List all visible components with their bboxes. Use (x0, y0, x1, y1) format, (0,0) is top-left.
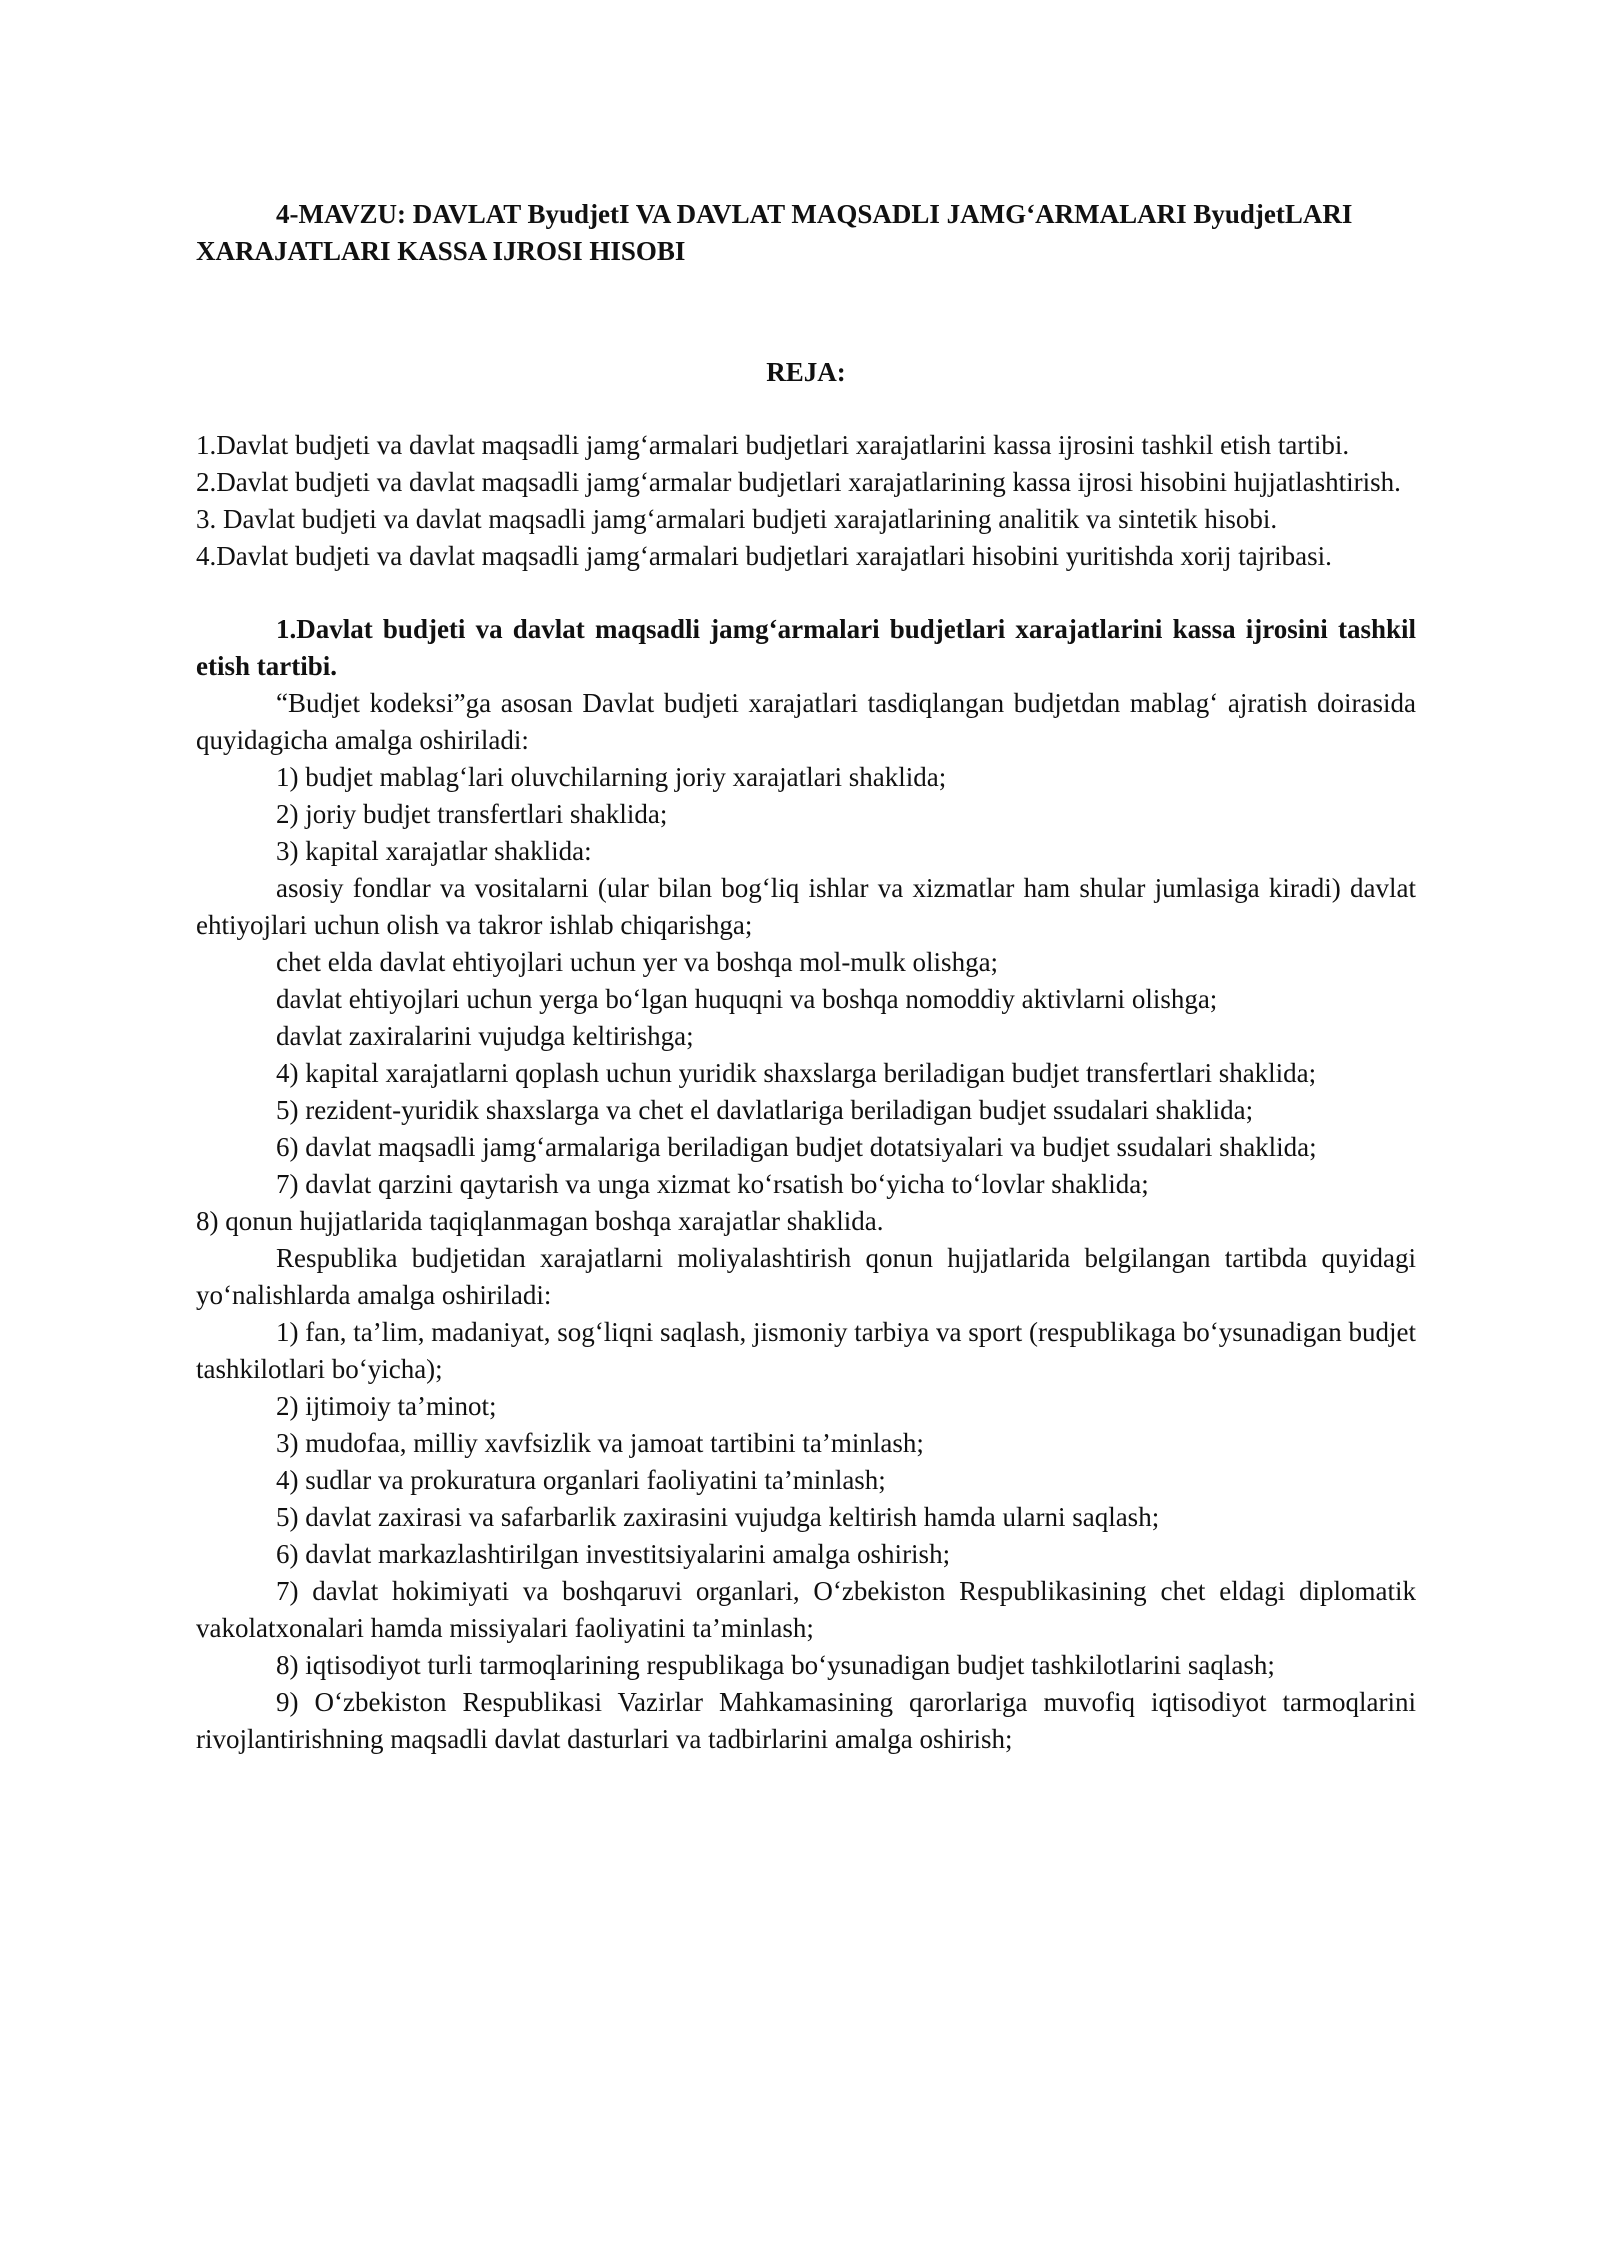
list-item: 1) budjet mablag‘lari oluvchilarning joriy xarajatlari shaklida; (276, 762, 947, 792)
list-item: 6) davlat markazlashtirilgan investitsiyalarini amalga oshirish; (276, 1539, 951, 1569)
list-item: 7) davlat qarzini qaytarish va unga xizmat ko‘rsatish bo‘yicha to‘lovlar shaklida; (276, 1169, 1149, 1199)
plan-list (196, 427, 1416, 575)
list-item: 5) davlat zaxirasi va safarbarlik zaxirasini vujudga keltirish hamda ularni saqlash; (276, 1502, 1160, 1532)
sub-item: davlat ehtiyojlari uchun yerga bo‘lgan huquqni va boshqa nomoddiy aktivlarni olishga; (276, 984, 1218, 1014)
list-item: 2) joriy budjet transfertlari shaklida; (276, 799, 668, 829)
list-item: 1) fan, ta’lim, madaniyat, sog‘liqni saqlash, jismoniy tarbiya va sport (respublikaga bo‘ysunadigan budjet tashkilotlari bo‘yicha); (196, 1317, 1416, 1384)
plan-item: 4.Davlat budjeti va davlat maqsadli jamg‘armalari budjetlari xarajatlari hisobini yuritishda xorij tajribasi. (196, 541, 1332, 571)
list-item: 3) mudofaa, milliy xavfsizlik va jamoat tartibini ta’minlash; (276, 1428, 924, 1458)
plan-item: 2.Davlat budjeti va davlat maqsadli jamg‘armalar budjetlari xarajatlarining kassa ijrosi hisobini hujjatlashtirish. (196, 467, 1401, 497)
plan-heading: REJA: (766, 357, 846, 387)
list-item: 8) iqtisodiyot turli tarmoqlarining respublikaga bo‘ysunadigan budjet tashkilotlarini saqlash; (276, 1650, 1275, 1680)
sub-item: chet elda davlat ehtiyojlari uchun yer va boshqa mol-mulk olishga; (276, 947, 999, 977)
sub-item: asosiy fondlar va vositalarni (ular bilan bog‘liq ishlar va xizmatlar ham shular jumlasiga kiradi) davlat ehtiyojlari uchun olish va takror ishlab chiqarishga; (196, 873, 1416, 940)
document-title: 4-MAVZU: DAVLAT ByudjetI VA DAVLAT MAQSADLI JAMG‘ARMALARI ByudjetLARI XARAJATLARI KASSA IJROSI HISOBI (196, 199, 1353, 266)
sub-item: davlat zaxiralarini vujudga keltirishga; (276, 1021, 694, 1051)
list-item: 7) davlat hokimiyati va boshqaruvi organlari, O‘zbekiston Respublikasining chet eldagi diplomatik vakolatxonalari hamda missiyalari faoliyatini ta’minlash; (196, 1576, 1416, 1643)
section-heading: 1.Davlat budjeti va davlat maqsadli jamg‘armalari budjetlari xarajatlarini kassa ijrosini tashkil etish tartibi. (196, 614, 1416, 681)
list-item: 4) sudlar va prokuratura organlari faoliyatini ta’minlash; (276, 1465, 886, 1495)
plan-item: 1.Davlat budjeti va davlat maqsadli jamg‘armalari budjetlari xarajatlarini kassa ijrosini tashkil etish tartibi. (196, 430, 1350, 460)
list-item: 3) kapital xarajatlar shaklida: (276, 836, 592, 866)
list-item: 9) O‘zbekiston Respublikasi Vazirlar Mahkamasining qarorlariga muvofiq iqtisodiyot tarmoqlarini rivojlantirishning maqsadli davlat dasturlari va tadbirlarini amalga oshirish; (196, 1687, 1416, 1754)
list-item: 2) ijtimoiy ta’minot; (276, 1391, 497, 1421)
document-page (196, 196, 1416, 1758)
list-item: 8) qonun hujjatlarida taqiqlanmagan boshqa xarajatlar shaklida. (196, 1206, 884, 1236)
list-item: 4) kapital xarajatlarni qoplash uchun yuridik shaxslarga beriladigan budjet transfertlari shaklida; (276, 1058, 1317, 1088)
plan-item: 3. Davlat budjeti va davlat maqsadli jamg‘armalari budjeti xarajatlarining analitik va sintetik hisobi. (196, 504, 1278, 534)
section-1 (196, 611, 1416, 1758)
paragraph: Respublika budjetidan xarajatlarni moliyalashtirish qonun hujjatlarida belgilangan tartibda quyidagi yo‘nalishlarda amalga oshiriladi: (196, 1243, 1416, 1310)
paragraph: “Budjet kodeksi”ga asosan Davlat budjeti xarajatlari tasdiqlangan budjetdan mablag‘ ajratish doirasida quyidagicha amalga oshiriladi: (196, 688, 1416, 755)
list-item: 6) davlat maqsadli jamg‘armalariga beriladigan budjet dotatsiyalari va budjet ssudalari shaklida; (276, 1132, 1317, 1162)
list-item: 5) rezident-yuridik shaxslarga va chet el davlatlariga beriladigan budjet ssudalari shaklida; (276, 1095, 1254, 1125)
